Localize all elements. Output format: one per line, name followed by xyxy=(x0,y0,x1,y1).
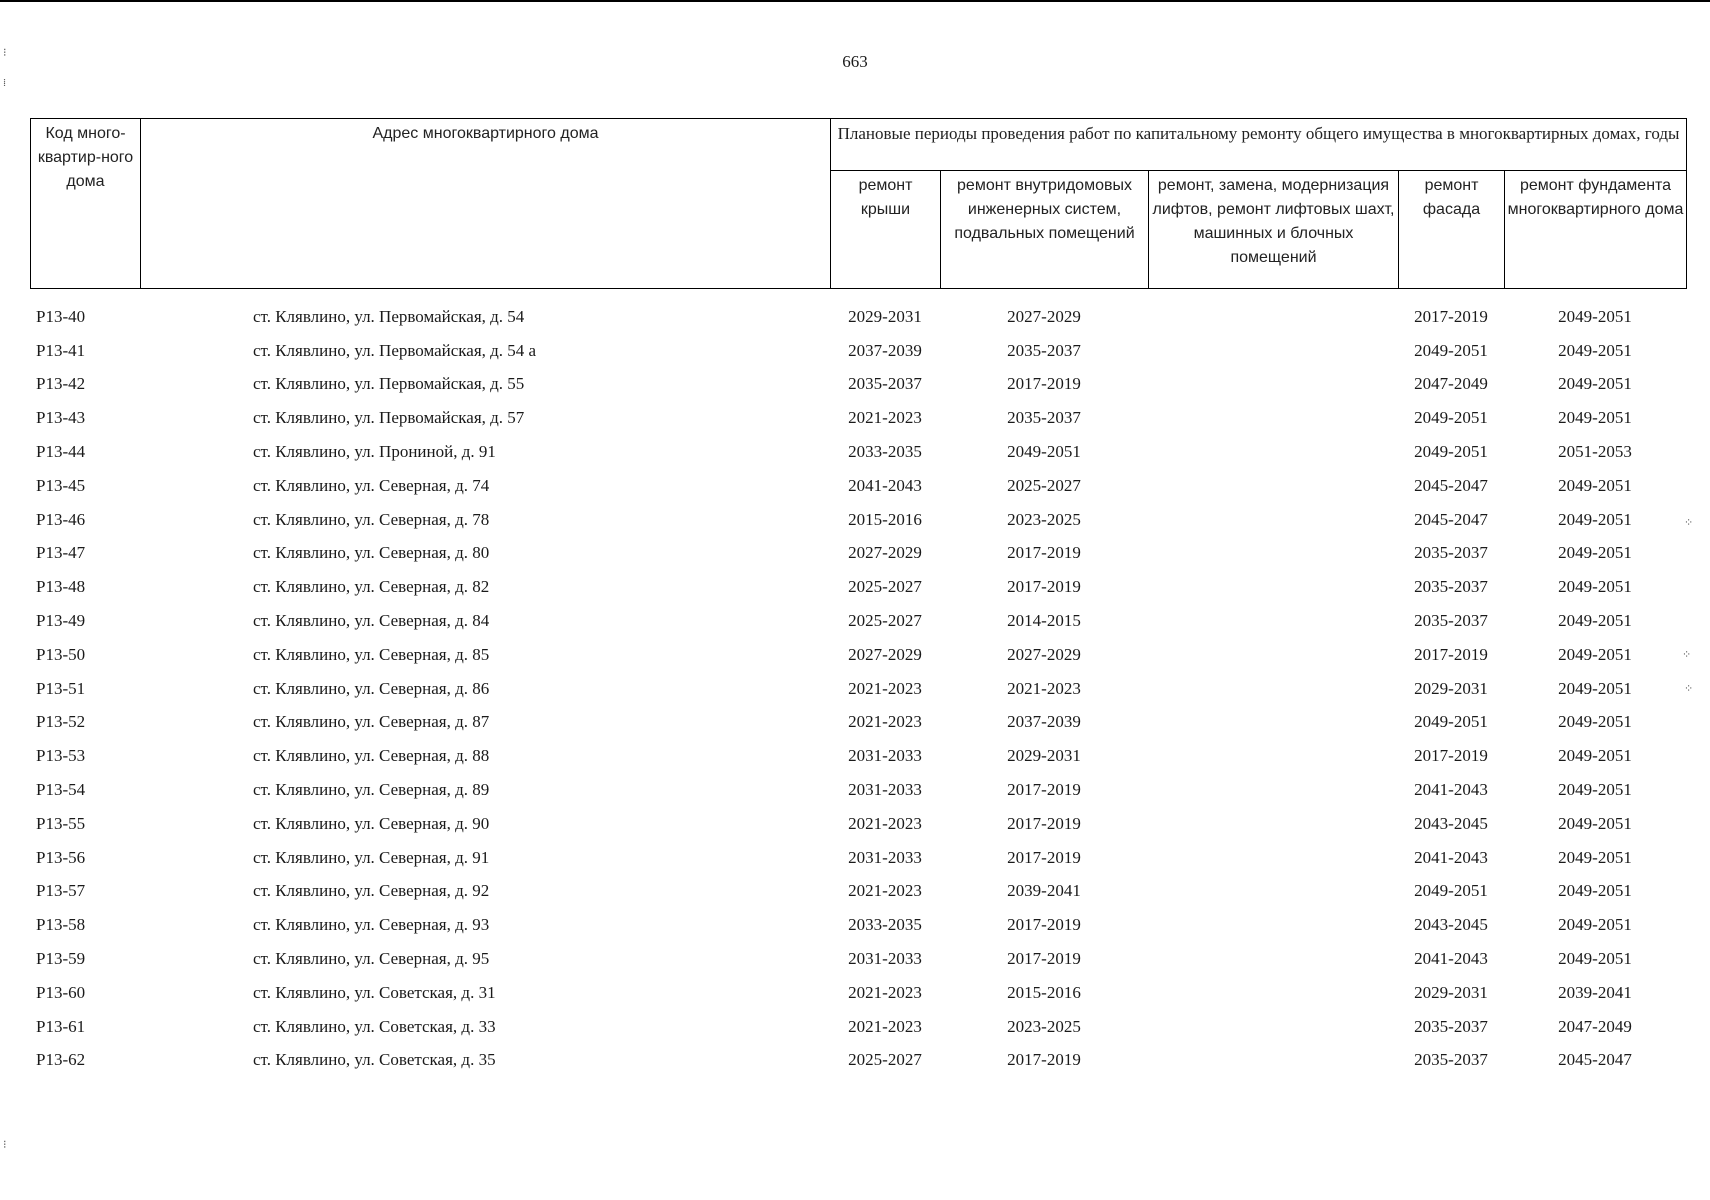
table-row xyxy=(30,1010,1686,1044)
cell-engineering: 2037-2039 xyxy=(1007,712,1081,732)
cell-address: ст. Клявлино, ул. Первомайская, д. 54 а xyxy=(253,340,537,360)
cell-code: Р13-40 xyxy=(36,306,86,326)
cell-facade: 2043-2045 xyxy=(1414,915,1488,935)
table-row xyxy=(30,503,1686,537)
cell-code: Р13-61 xyxy=(36,1016,86,1036)
cell-engineering: 2049-2051 xyxy=(1007,442,1081,462)
table-row xyxy=(30,1044,1686,1078)
scan-speck: ⁘ xyxy=(1682,649,1692,661)
cell-address: ст. Клявлино, ул. Северная, д. 84 xyxy=(253,611,490,631)
cell-facade: 2035-2037 xyxy=(1414,611,1488,631)
cell-address: ст. Клявлино, ул. Северная, д. 80 xyxy=(253,543,490,563)
cell-roof: 2021-2023 xyxy=(848,712,922,732)
scan-speck: ⁝ xyxy=(3,1139,7,1151)
cell-facade: 2041-2043 xyxy=(1414,847,1488,867)
cell-address: ст. Клявлино, ул. Северная, д. 78 xyxy=(253,509,490,529)
cell-facade: 2049-2051 xyxy=(1414,442,1488,462)
cell-roof: 2029-2031 xyxy=(848,306,922,326)
cell-foundation: 2049-2051 xyxy=(1558,746,1632,766)
cell-foundation: 2049-2051 xyxy=(1558,847,1632,867)
cell-address: ст. Клявлино, ул. Северная, д. 89 xyxy=(253,780,490,800)
cell-engineering: 2017-2019 xyxy=(1007,813,1081,833)
scan-speck: ⁝ xyxy=(3,47,7,59)
cell-code: Р13-46 xyxy=(36,509,86,529)
cell-roof: 2037-2039 xyxy=(848,340,922,360)
table-row xyxy=(30,739,1686,773)
cell-facade: 2029-2031 xyxy=(1414,982,1488,1002)
cell-lifts xyxy=(1148,469,1398,503)
cell-engineering: 2017-2019 xyxy=(1007,577,1081,597)
cell-facade: 2043-2045 xyxy=(1414,813,1488,833)
cell-lifts xyxy=(1148,537,1398,571)
table-row xyxy=(30,638,1686,672)
cell-code: Р13-58 xyxy=(36,915,86,935)
cell-facade: 2041-2043 xyxy=(1414,949,1488,969)
cell-lifts xyxy=(1148,368,1398,402)
cell-code: Р13-44 xyxy=(36,442,86,462)
cell-foundation: 2049-2051 xyxy=(1558,678,1632,698)
cell-address: ст. Клявлино, ул. Советская, д. 31 xyxy=(253,982,496,1002)
cell-engineering: 2017-2019 xyxy=(1007,374,1081,394)
cell-lifts xyxy=(1148,942,1398,976)
cell-roof: 2031-2033 xyxy=(848,746,922,766)
cell-address: ст. Клявлино, ул. Северная, д. 85 xyxy=(253,644,490,664)
cell-lifts xyxy=(1148,334,1398,368)
cell-code: Р13-42 xyxy=(36,374,86,394)
cell-engineering: 2017-2019 xyxy=(1007,949,1081,969)
cell-roof: 2021-2023 xyxy=(848,408,922,428)
cell-foundation: 2049-2051 xyxy=(1558,915,1632,935)
table-row xyxy=(30,469,1686,503)
cell-foundation: 2049-2051 xyxy=(1558,949,1632,969)
cell-engineering: 2035-2037 xyxy=(1007,340,1081,360)
cell-lifts xyxy=(1148,1044,1398,1078)
cell-code: Р13-59 xyxy=(36,949,86,969)
cell-address: ст. Клявлино, ул. Северная, д. 91 xyxy=(253,847,490,867)
cell-roof: 2035-2037 xyxy=(848,374,922,394)
header-address: Адрес многоквартирного дома xyxy=(141,119,831,289)
cell-foundation: 2047-2049 xyxy=(1558,1016,1632,1036)
table-row xyxy=(30,537,1686,571)
table-row xyxy=(30,976,1686,1010)
cell-foundation: 2049-2051 xyxy=(1558,340,1632,360)
cell-code: Р13-50 xyxy=(36,644,86,664)
header-code: Код много-квартир-ного дома xyxy=(31,119,141,289)
cell-foundation: 2049-2051 xyxy=(1558,577,1632,597)
table-row xyxy=(30,875,1686,909)
cell-foundation: 2049-2051 xyxy=(1558,611,1632,631)
cell-foundation: 2049-2051 xyxy=(1558,813,1632,833)
cell-address: ст. Клявлино, ул. Первомайская, д. 54 xyxy=(253,306,525,326)
cell-engineering: 2017-2019 xyxy=(1007,1050,1081,1070)
table-body xyxy=(30,300,1686,1077)
cell-engineering: 2027-2029 xyxy=(1007,306,1081,326)
cell-lifts xyxy=(1148,706,1398,740)
cell-address: ст. Клявлино, ул. Советская, д. 33 xyxy=(253,1016,496,1036)
cell-roof: 2025-2027 xyxy=(848,1050,922,1070)
page-number: 663 xyxy=(842,52,868,71)
cell-code: Р13-60 xyxy=(36,982,86,1002)
cell-engineering: 2029-2031 xyxy=(1007,746,1081,766)
cell-address: ст. Клявлино, ул. Северная, д. 82 xyxy=(253,577,490,597)
table-row xyxy=(30,773,1686,807)
cell-lifts xyxy=(1148,1010,1398,1044)
cell-address: ст. Клявлино, ул. Советская, д. 35 xyxy=(253,1050,496,1070)
cell-engineering: 2017-2019 xyxy=(1007,780,1081,800)
cell-address: ст. Клявлино, ул. Северная, д. 88 xyxy=(253,746,490,766)
top-rule xyxy=(0,0,1710,2)
cell-foundation: 2049-2051 xyxy=(1558,306,1632,326)
cell-foundation: 2049-2051 xyxy=(1558,881,1632,901)
table-row xyxy=(30,604,1686,638)
cell-lifts xyxy=(1148,875,1398,909)
cell-foundation: 2049-2051 xyxy=(1558,374,1632,394)
header-lifts: ремонт, замена, модернизация лифтов, ремонт лифтовых шахт, машинных и блочных помещений xyxy=(1149,171,1399,289)
cell-address: ст. Клявлино, ул. Северная, д. 93 xyxy=(253,915,490,935)
cell-lifts xyxy=(1148,570,1398,604)
cell-roof: 2025-2027 xyxy=(848,577,922,597)
cell-code: Р13-53 xyxy=(36,746,86,766)
cell-foundation: 2045-2047 xyxy=(1558,1050,1632,1070)
cell-facade: 2049-2051 xyxy=(1414,408,1488,428)
header-foundation: ремонт фундамента многоквартирного дома xyxy=(1505,171,1687,289)
header-engineering: ремонт внутридомовых инженерных систем, подвальных помещений xyxy=(941,171,1149,289)
cell-engineering: 2039-2041 xyxy=(1007,881,1081,901)
scan-speck: ⁘ xyxy=(1684,683,1694,695)
cell-code: Р13-47 xyxy=(36,543,86,563)
cell-lifts xyxy=(1148,807,1398,841)
cell-lifts xyxy=(1148,672,1398,706)
cell-foundation: 2049-2051 xyxy=(1558,475,1632,495)
cell-facade: 2029-2031 xyxy=(1414,678,1488,698)
cell-code: Р13-52 xyxy=(36,712,86,732)
cell-facade: 2035-2037 xyxy=(1414,1016,1488,1036)
cell-facade: 2049-2051 xyxy=(1414,340,1488,360)
cell-facade: 2035-2037 xyxy=(1414,543,1488,563)
cell-code: Р13-57 xyxy=(36,881,86,901)
cell-lifts xyxy=(1148,739,1398,773)
table-row xyxy=(30,807,1686,841)
cell-code: Р13-41 xyxy=(36,340,86,360)
cell-roof: 2021-2023 xyxy=(848,678,922,698)
cell-engineering: 2015-2016 xyxy=(1007,982,1081,1002)
cell-lifts xyxy=(1148,300,1398,334)
cell-code: Р13-49 xyxy=(36,611,86,631)
cell-engineering: 2021-2023 xyxy=(1007,678,1081,698)
cell-lifts xyxy=(1148,976,1398,1010)
table-row xyxy=(30,841,1686,875)
cell-code: Р13-48 xyxy=(36,577,86,597)
table-row xyxy=(30,570,1686,604)
cell-foundation: 2049-2051 xyxy=(1558,509,1632,529)
cell-facade: 2047-2049 xyxy=(1414,374,1488,394)
cell-facade: 2049-2051 xyxy=(1414,881,1488,901)
table-row xyxy=(30,435,1686,469)
table-row xyxy=(30,401,1686,435)
cell-address: ст. Клявлино, ул. Северная, д. 74 xyxy=(253,475,490,495)
cell-foundation: 2051-2053 xyxy=(1558,442,1632,462)
cell-facade: 2035-2037 xyxy=(1414,1050,1488,1070)
cell-roof: 2031-2033 xyxy=(848,847,922,867)
cell-foundation: 2049-2051 xyxy=(1558,644,1632,664)
scan-speck: ⁘ xyxy=(1684,517,1694,529)
cell-address: ст. Клявлино, ул. Прониной, д. 91 xyxy=(253,442,496,462)
cell-engineering: 2023-2025 xyxy=(1007,509,1081,529)
header-roof: ремонт крыши xyxy=(831,171,941,289)
cell-address: ст. Клявлино, ул. Первомайская, д. 55 xyxy=(253,374,525,394)
cell-lifts xyxy=(1148,401,1398,435)
cell-roof: 2027-2029 xyxy=(848,543,922,563)
header-periods-group: Плановые периоды проведения работ по капитальному ремонту общего имущества в многоквартирных домах, годы xyxy=(831,119,1687,171)
cell-lifts xyxy=(1148,908,1398,942)
cell-engineering: 2023-2025 xyxy=(1007,1016,1081,1036)
cell-engineering: 2014-2015 xyxy=(1007,611,1081,631)
cell-code: Р13-54 xyxy=(36,780,86,800)
cell-facade: 2049-2051 xyxy=(1414,712,1488,732)
cell-address: ст. Клявлино, ул. Северная, д. 87 xyxy=(253,712,490,732)
cell-roof: 2031-2033 xyxy=(848,949,922,969)
cell-foundation: 2049-2051 xyxy=(1558,408,1632,428)
cell-code: Р13-45 xyxy=(36,475,86,495)
cell-roof: 2021-2023 xyxy=(848,1016,922,1036)
cell-engineering: 2017-2019 xyxy=(1007,915,1081,935)
cell-roof: 2021-2023 xyxy=(848,881,922,901)
cell-lifts xyxy=(1148,503,1398,537)
cell-lifts xyxy=(1148,604,1398,638)
table-row xyxy=(30,368,1686,402)
cell-facade: 2017-2019 xyxy=(1414,746,1488,766)
cell-lifts xyxy=(1148,773,1398,807)
cell-address: ст. Клявлино, ул. Северная, д. 95 xyxy=(253,949,490,969)
cell-address: ст. Клявлино, ул. Первомайская, д. 57 xyxy=(253,408,525,428)
cell-code: Р13-55 xyxy=(36,813,86,833)
cell-engineering: 2035-2037 xyxy=(1007,408,1081,428)
cell-roof: 2033-2035 xyxy=(848,915,922,935)
cell-facade: 2035-2037 xyxy=(1414,577,1488,597)
cell-foundation: 2049-2051 xyxy=(1558,543,1632,563)
cell-address: ст. Клявлино, ул. Северная, д. 92 xyxy=(253,881,490,901)
cell-engineering: 2017-2019 xyxy=(1007,543,1081,563)
cell-facade: 2017-2019 xyxy=(1414,644,1488,664)
cell-facade: 2017-2019 xyxy=(1414,306,1488,326)
scan-speck: ⁞ xyxy=(3,77,7,89)
cell-engineering: 2017-2019 xyxy=(1007,847,1081,867)
cell-roof: 2021-2023 xyxy=(848,813,922,833)
table-row xyxy=(30,672,1686,706)
cell-roof: 2033-2035 xyxy=(848,442,922,462)
cell-engineering: 2025-2027 xyxy=(1007,475,1081,495)
cell-facade: 2045-2047 xyxy=(1414,509,1488,529)
cell-roof: 2041-2043 xyxy=(848,475,922,495)
cell-roof: 2027-2029 xyxy=(848,644,922,664)
table-row xyxy=(30,908,1686,942)
cell-lifts xyxy=(1148,638,1398,672)
table-row xyxy=(30,706,1686,740)
cell-roof: 2025-2027 xyxy=(848,611,922,631)
cell-roof: 2015-2016 xyxy=(848,509,922,529)
cell-engineering: 2027-2029 xyxy=(1007,644,1081,664)
table-row xyxy=(30,300,1686,334)
cell-code: Р13-43 xyxy=(36,408,86,428)
cell-lifts xyxy=(1148,435,1398,469)
cell-foundation: 2049-2051 xyxy=(1558,780,1632,800)
cell-roof: 2021-2023 xyxy=(848,982,922,1002)
header-facade: ремонт фасада xyxy=(1399,171,1505,289)
cell-facade: 2045-2047 xyxy=(1414,475,1488,495)
cell-code: Р13-51 xyxy=(36,678,86,698)
cell-code: Р13-62 xyxy=(36,1050,86,1070)
cell-address: ст. Клявлино, ул. Северная, д. 86 xyxy=(253,678,490,698)
table-row xyxy=(30,334,1686,368)
cell-lifts xyxy=(1148,841,1398,875)
cell-foundation: 2049-2051 xyxy=(1558,712,1632,732)
cell-facade: 2041-2043 xyxy=(1414,780,1488,800)
table-header xyxy=(30,118,1687,289)
cell-foundation: 2039-2041 xyxy=(1558,982,1632,1002)
table-row xyxy=(30,942,1686,976)
cell-roof: 2031-2033 xyxy=(848,780,922,800)
cell-code: Р13-56 xyxy=(36,847,86,867)
cell-address: ст. Клявлино, ул. Северная, д. 90 xyxy=(253,813,490,833)
